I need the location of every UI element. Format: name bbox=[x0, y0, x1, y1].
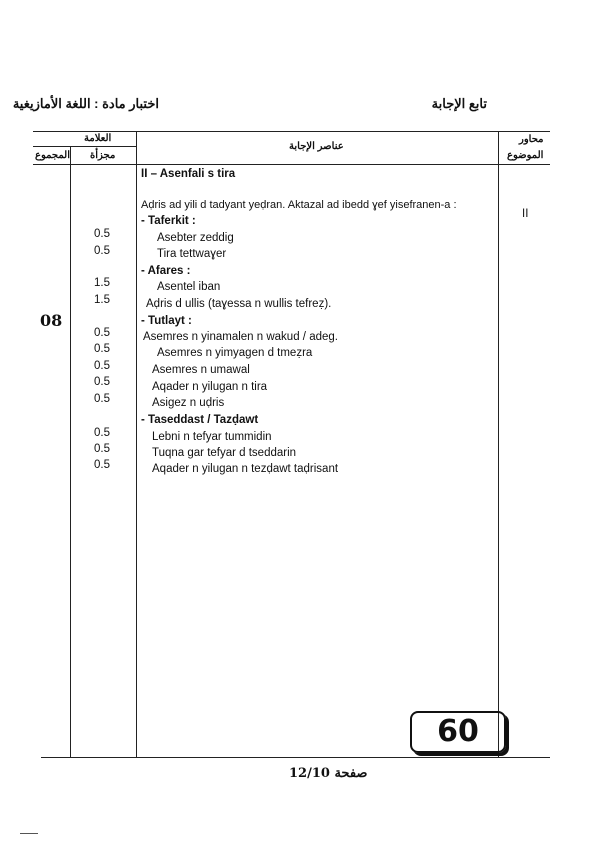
list-item: Aḍris d ullis (taɣessa n wullis tefreẓ). bbox=[146, 298, 332, 310]
list-item: Asemres n umawal bbox=[152, 364, 250, 376]
page-number: صفحة 12/10 bbox=[289, 766, 368, 781]
item-score: 0.5 bbox=[94, 343, 110, 355]
axes-header-line2: الموضوع bbox=[507, 150, 544, 161]
section-label: - Taseddast / Tazḍawt bbox=[141, 414, 259, 426]
list-item: Tira tettwaɣer bbox=[157, 248, 227, 260]
partial-header: مجزأة bbox=[90, 150, 116, 161]
item-score: 0.5 bbox=[94, 443, 110, 455]
marks-header: العلامة bbox=[84, 133, 112, 144]
list-item: Asemres n yimyagen d tmeẓra bbox=[157, 347, 313, 359]
section-label: - Taferkit : bbox=[141, 215, 196, 227]
item-score: 0.5 bbox=[94, 376, 110, 388]
list-item: Asentel iban bbox=[157, 281, 221, 293]
exam-subject: اختبار مادة : اللغة الأمازيغية bbox=[12, 96, 159, 111]
axes-header-line1: محاور bbox=[519, 134, 544, 145]
table-top-border bbox=[33, 131, 550, 132]
item-score: 0.5 bbox=[94, 360, 110, 372]
item-score: 1.5 bbox=[94, 294, 110, 306]
section-title: II – Asenfali s tira bbox=[141, 168, 236, 180]
header-bottom-border bbox=[33, 164, 550, 165]
item-score: 0.5 bbox=[94, 459, 110, 471]
total-score: 08 bbox=[40, 311, 63, 330]
list-item: Tuqna gar tefyar d tseddarin bbox=[152, 447, 297, 459]
axis-value: II bbox=[522, 208, 529, 220]
item-score: 0.5 bbox=[94, 393, 110, 405]
footer-mark bbox=[20, 833, 38, 834]
list-item: Lebni n tefyar tummidin bbox=[152, 431, 272, 443]
col-line-elements bbox=[498, 131, 499, 757]
section-label: - Afares : bbox=[141, 265, 191, 277]
list-item: Aqader n yilugan n tira bbox=[152, 381, 268, 393]
table-bottom-border bbox=[41, 757, 550, 758]
item-score: 0.5 bbox=[94, 245, 110, 257]
col-line-partial bbox=[136, 131, 137, 757]
answer-continuation-title: تابع الإجابة bbox=[431, 96, 487, 111]
total-header: المجموع bbox=[35, 150, 70, 161]
list-item: Asemres n yinamalen n wakud / adeg. bbox=[143, 331, 338, 343]
list-item: Aqader n yilugan n tezḍawt taḍrisant bbox=[152, 463, 339, 475]
item-score: 0.5 bbox=[94, 427, 110, 439]
list-item: Asebter zeddig bbox=[157, 232, 234, 244]
section-label: - Tutlayt : bbox=[141, 315, 192, 327]
list-item: Asigez n uḍris bbox=[152, 397, 225, 409]
section-intro: Aḍris ad yili d tadyant yeḍran. Aktazal ad ibedd ɣef yisefranen-a : bbox=[141, 199, 457, 211]
marks-divider bbox=[33, 146, 136, 147]
item-score: 0.5 bbox=[94, 327, 110, 339]
item-score: 1.5 bbox=[94, 277, 110, 289]
score-stamp: 60 bbox=[410, 711, 506, 753]
col-line-total bbox=[70, 146, 71, 757]
item-score: 0.5 bbox=[94, 228, 110, 240]
elements-header: عناصر الإجابة bbox=[289, 141, 344, 152]
